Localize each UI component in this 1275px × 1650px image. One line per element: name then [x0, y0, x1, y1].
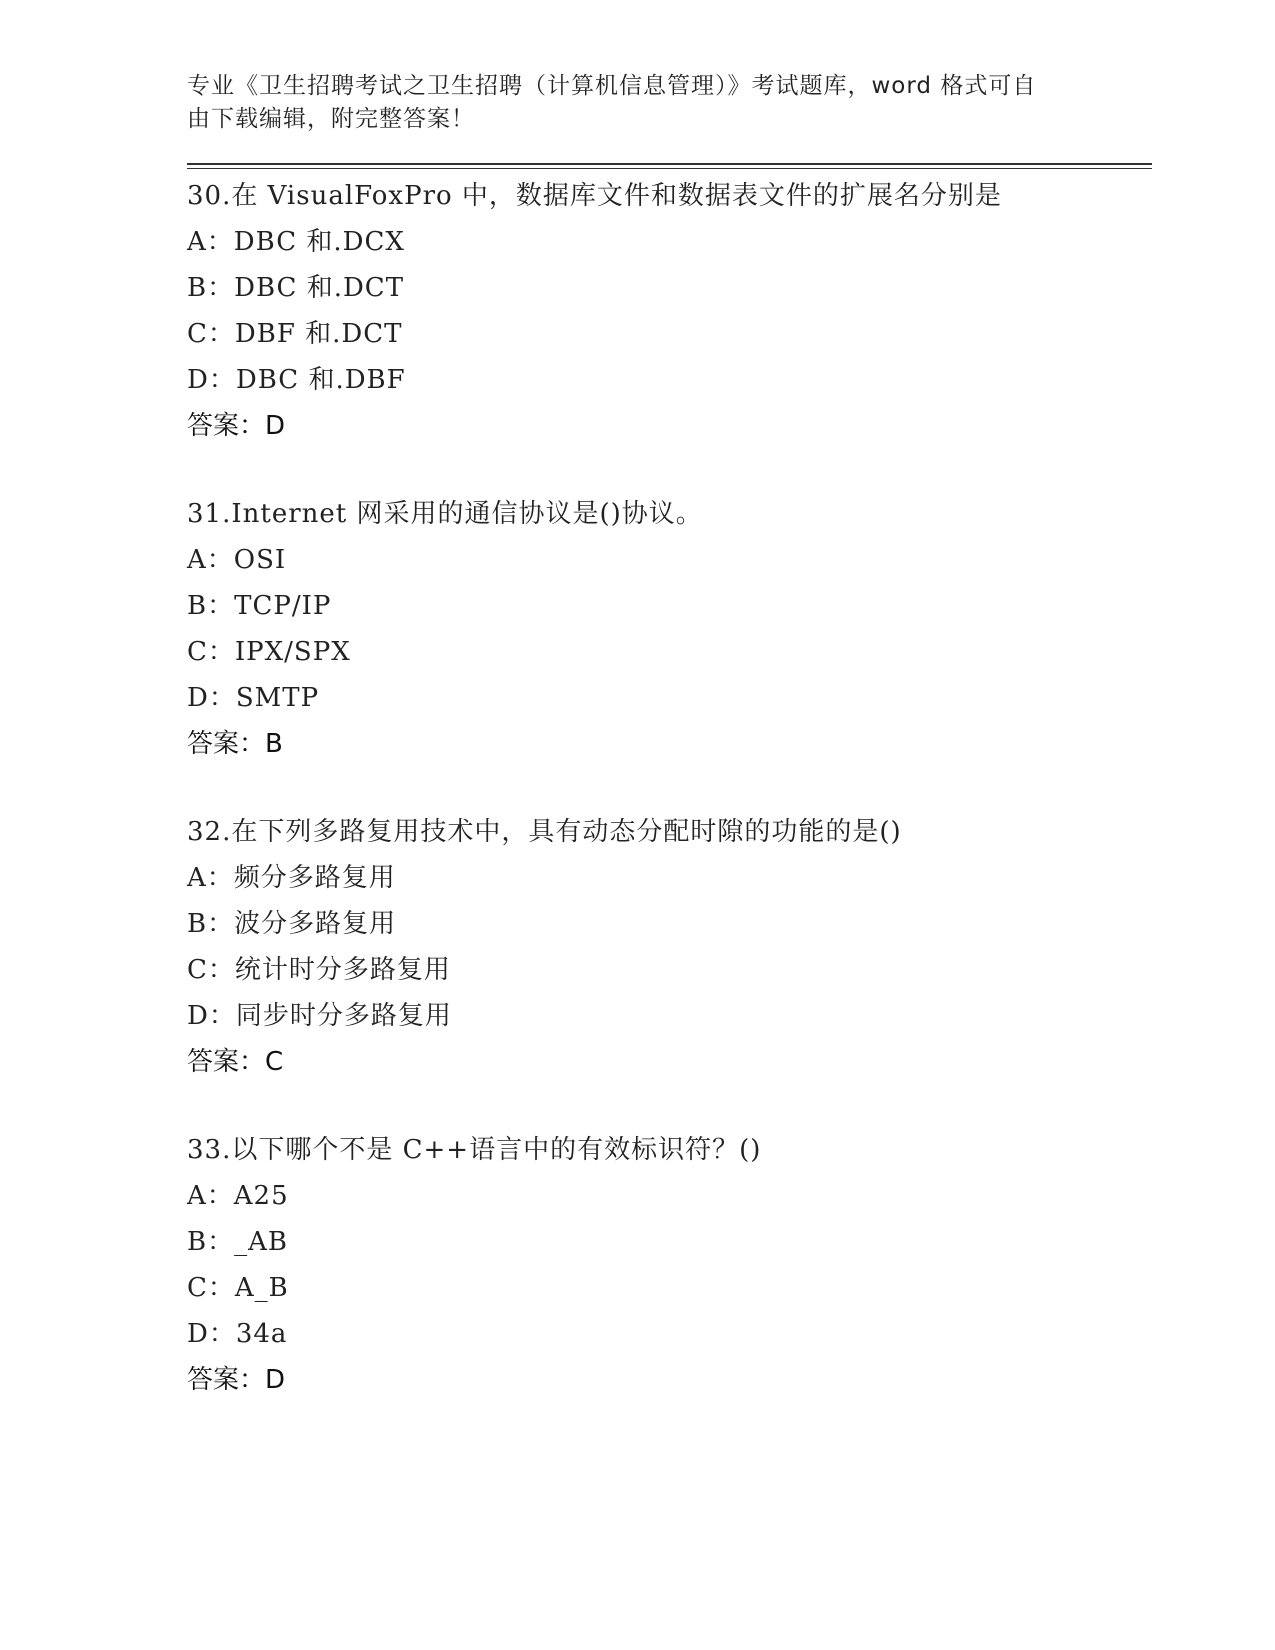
answer: 答案：D: [187, 411, 286, 441]
document-header: [187, 70, 1152, 136]
answer: 答案：B: [187, 729, 283, 759]
question-31: [187, 491, 1152, 767]
header-divider: [187, 163, 1152, 169]
option-c: C：IPX/SPX: [187, 637, 351, 667]
question-title: 33.以下哪个不是 C++语言中的有效标识符？(): [187, 1135, 762, 1165]
option-d: D：SMTP: [187, 683, 320, 713]
question-title: 31.Internet 网采用的通信协议是()协议。: [187, 499, 703, 529]
option-a: A：OSI: [187, 545, 287, 575]
option-c: C：DBF 和.DCT: [187, 319, 403, 349]
option-a: A：频分多路复用: [187, 863, 396, 893]
option-b: B：_AB: [187, 1227, 288, 1257]
answer: 答案：C: [187, 1047, 284, 1077]
option-b: B：波分多路复用: [187, 909, 397, 939]
option-d: D：同步时分多路复用: [187, 1001, 452, 1031]
option-c: C：统计时分多路复用: [187, 955, 451, 985]
option-a: A：DBC 和.DCX: [187, 227, 405, 257]
option-b: B：DBC 和.DCT: [187, 273, 405, 303]
option-d: D：DBC 和.DBF: [187, 365, 406, 395]
header-line-2: 由下载编辑，附完整答案！: [187, 106, 475, 132]
question-32: [187, 809, 1152, 1085]
question-title: 32.在下列多路复用技术中，具有动态分配时隙的功能的是(): [187, 817, 902, 847]
question-33: [187, 1127, 1152, 1403]
answer: 答案：D: [187, 1365, 286, 1395]
header-line-1: 专业《卫生招聘考试之卫生招聘（计算机信息管理）》考试题库，word 格式可自: [187, 73, 1037, 99]
document-page: [187, 70, 1152, 1403]
option-b: B：TCP/IP: [187, 591, 332, 621]
option-d: D：34a: [187, 1319, 288, 1349]
question-title: 30.在 VisualFoxPro 中，数据库文件和数据表文件的扩展名分别是: [187, 181, 1002, 211]
option-c: C：A_B: [187, 1273, 289, 1303]
option-a: A：A25: [187, 1181, 289, 1211]
question-30: [187, 173, 1152, 449]
